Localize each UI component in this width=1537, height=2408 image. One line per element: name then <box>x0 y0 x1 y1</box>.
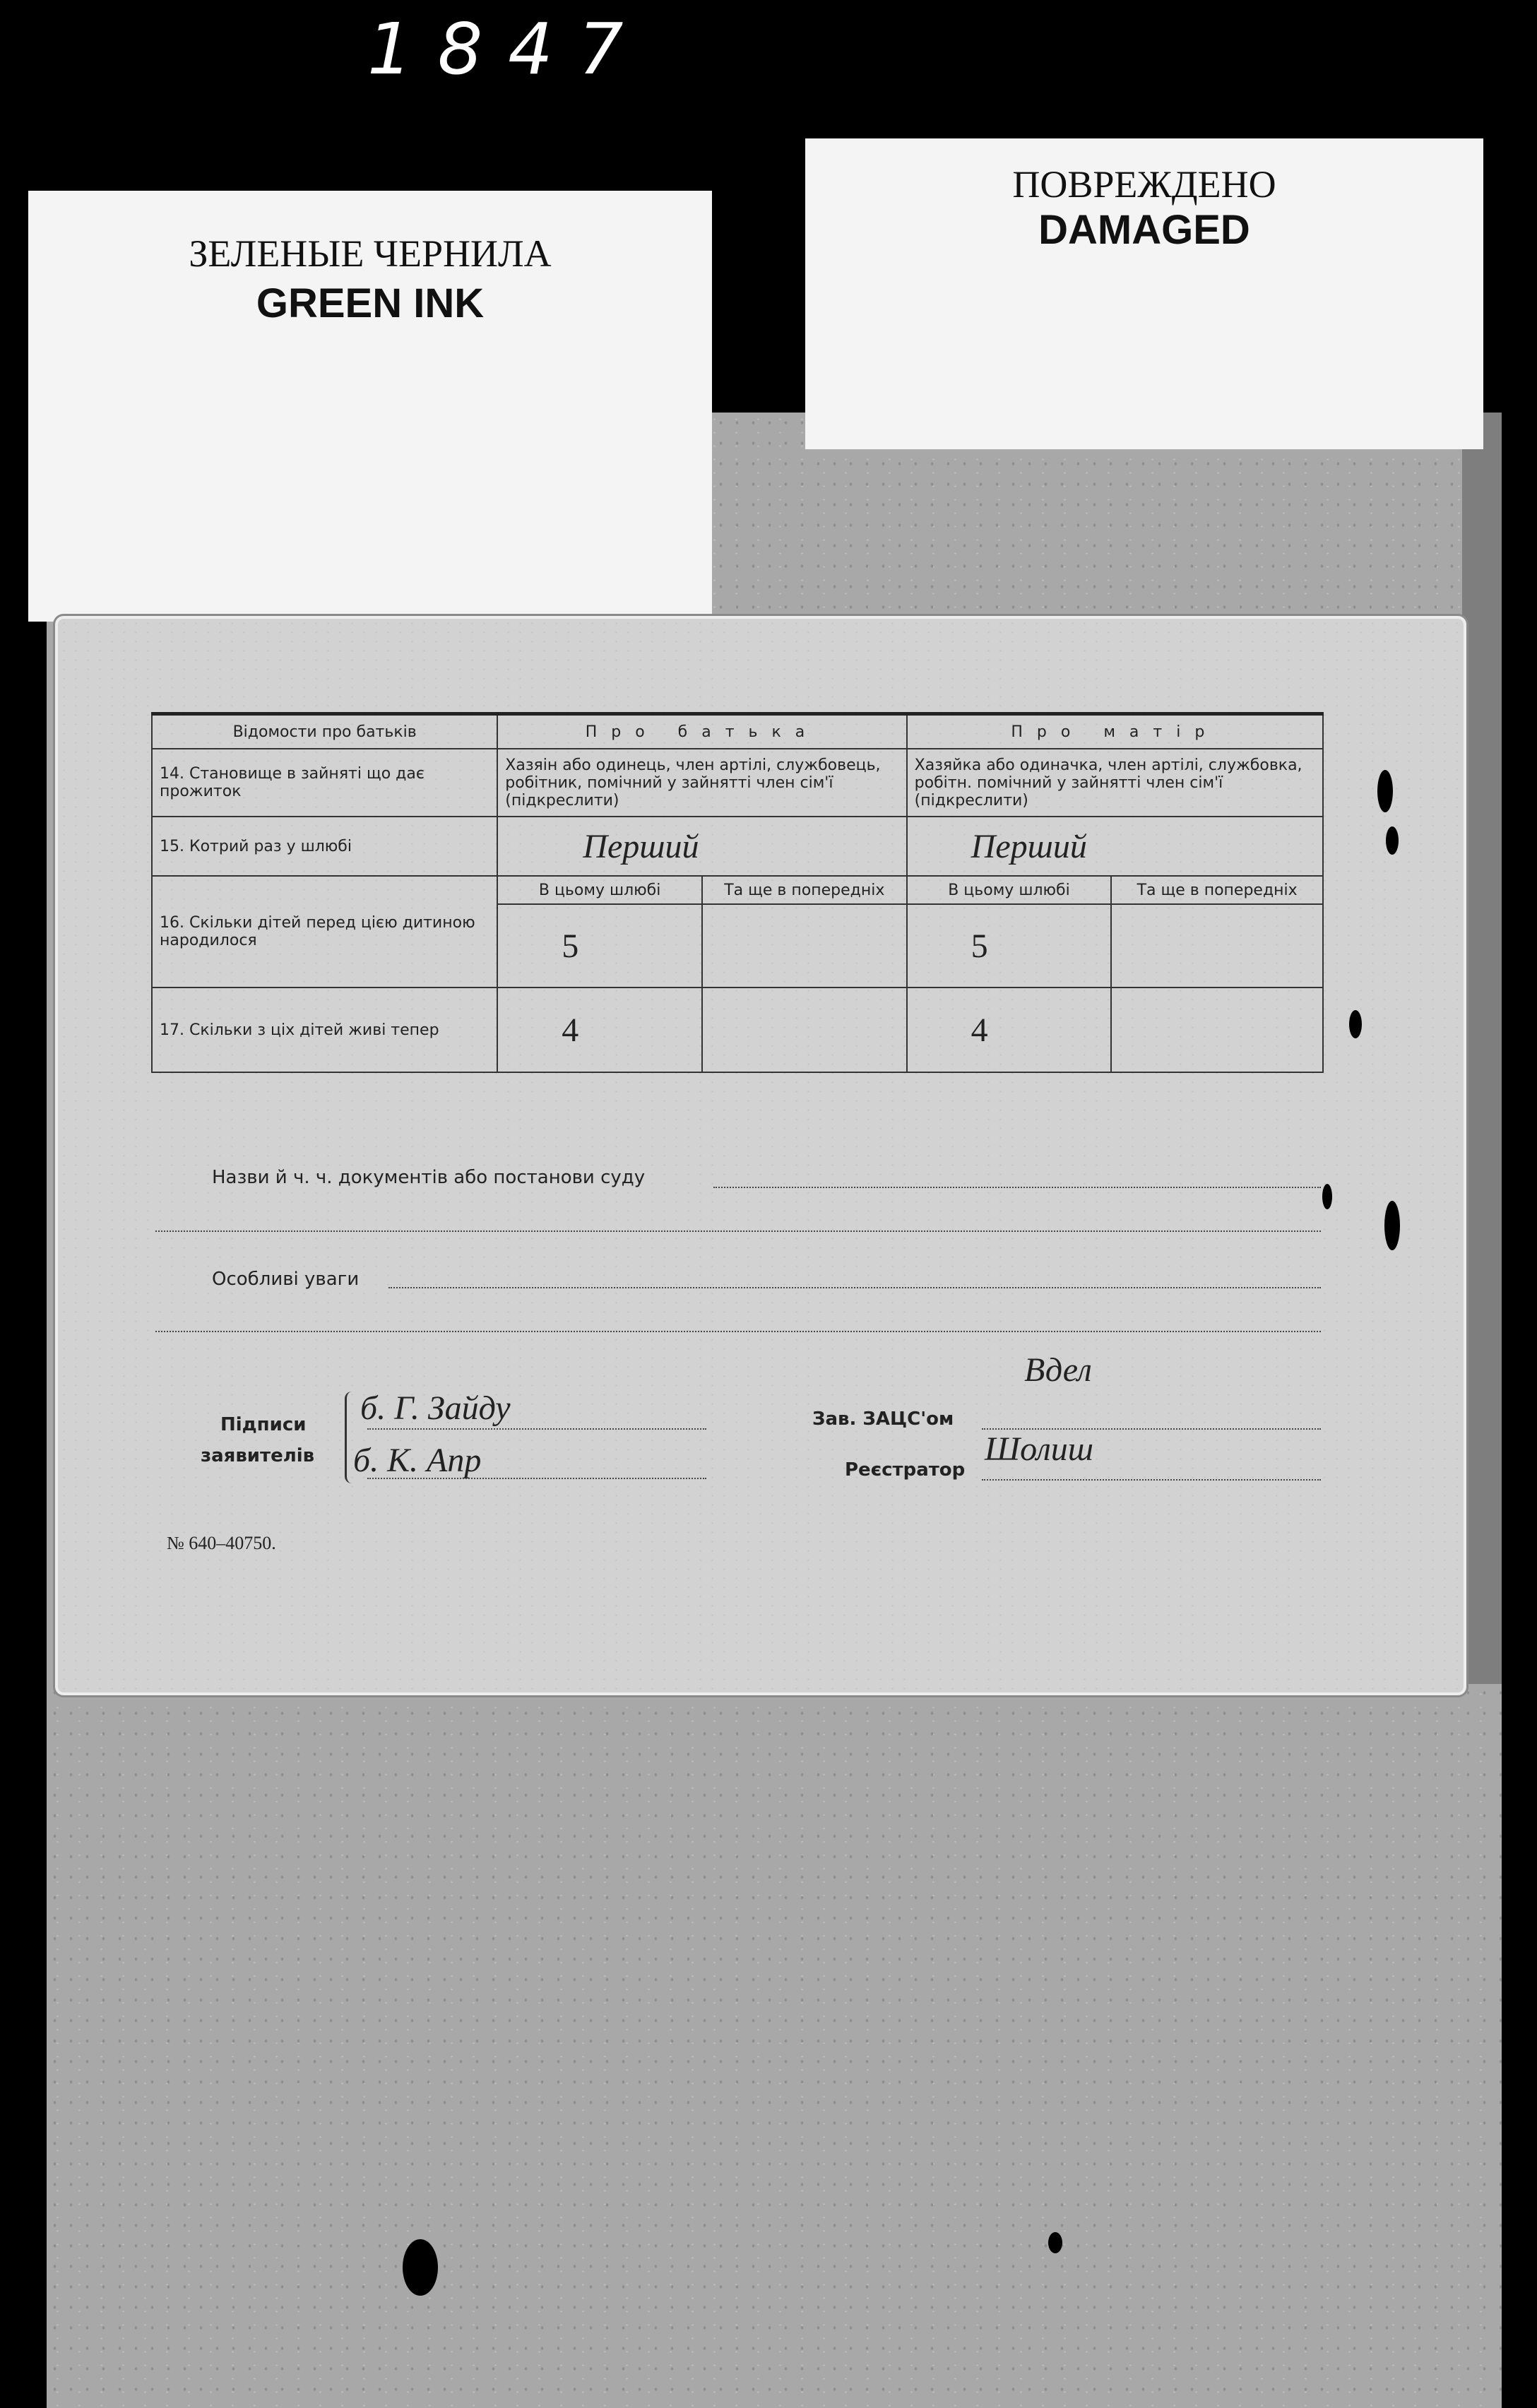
damage-hole <box>1386 826 1399 855</box>
row15-label: 15. Котрий раз у шлюбі <box>152 817 497 876</box>
row17-label: 17. Скільки з ціх дітей живі тепер <box>152 987 497 1072</box>
green-ink-ru: ЗЕЛЕНЫЕ ЧЕРНИЛА <box>189 232 552 275</box>
damage-hole <box>1384 1201 1400 1250</box>
frame-number: 1847 <box>367 8 649 90</box>
row14-label: 14. Становище в зайняті що дає прожиток <box>152 749 497 817</box>
header-info: Відомости про батьків <box>152 714 497 749</box>
registrar-signature: Шолиш <box>985 1430 1094 1468</box>
head-label: Зав. ЗАЦС'ом <box>812 1408 954 1430</box>
row16-label: 16. Скільки дітей перед цією дитиною народилося <box>152 876 497 987</box>
head-signature: Вдел <box>1024 1351 1092 1389</box>
sub-this-father: В цьому шлюбі <box>497 876 702 904</box>
row14-father: Хазяін або одинець, член артілі, службовець, робітник, помічний у зайнятті член сім'ї (підкреслити) <box>497 749 906 817</box>
signatures-label-1: Підписи <box>220 1414 307 1435</box>
row17-father-this: 4 <box>497 987 702 1072</box>
row16-mother-this: 5 <box>907 904 1112 987</box>
row17-mother-this: 4 <box>907 987 1112 1072</box>
remarks-label: Особливі уваги <box>212 1269 360 1290</box>
registrar-line <box>982 1479 1321 1481</box>
registrar-label: Реєстратор <box>845 1459 966 1481</box>
damage-hole <box>403 2239 438 2296</box>
row15-father-value: Перший <box>497 817 906 876</box>
row15-mother-value: Перший <box>907 817 1323 876</box>
applicant-signature-2: б. К. Апр <box>353 1442 482 1479</box>
row14-mother: Хазяйка або одиначка, член артілі, службовка, робітн. помічний у зайнятті член сім'ї (підкреслити) <box>907 749 1323 817</box>
green-ink-en: GREEN INK <box>256 280 485 326</box>
damage-hole <box>1349 1010 1362 1038</box>
applicant-signature-1: б. Г. Зайду <box>360 1389 511 1427</box>
row17-mother-prev <box>1111 987 1323 1072</box>
header-father: Про батька <box>497 714 906 749</box>
row16-mother-prev <box>1111 904 1323 987</box>
damage-hole <box>1322 1184 1332 1209</box>
cardboard-edge <box>1462 413 1502 1684</box>
remarks-line-2 <box>155 1331 1321 1332</box>
header-mother: Про матір <box>907 714 1323 749</box>
remarks-line-1 <box>388 1287 1321 1288</box>
damaged-card <box>805 138 1483 449</box>
damage-hole <box>1377 770 1393 812</box>
applicant-line-1 <box>367 1428 706 1430</box>
green-ink-card <box>28 191 712 622</box>
row17-father-prev <box>702 987 907 1072</box>
documents-label: Назви й ч. ч. документів або постанови суду <box>212 1167 646 1188</box>
parents-info-table <box>151 712 1324 1073</box>
damage-hole <box>1048 2232 1062 2253</box>
damaged-en: DAMAGED <box>1038 207 1250 253</box>
documents-line-2 <box>155 1230 1321 1232</box>
row16-father-this: 5 <box>497 904 702 987</box>
sub-prev-father: Та ще в попередніх <box>702 876 907 904</box>
print-number: № 640–40750. <box>167 1533 276 1553</box>
damaged-ru: ПОВРЕЖДЕНО <box>1012 163 1276 206</box>
applicant-line-2 <box>367 1478 706 1479</box>
sub-prev-mother: Та ще в попередніх <box>1111 876 1323 904</box>
signatures-label-2: заявителів <box>201 1445 315 1466</box>
row16-father-prev <box>702 904 907 987</box>
sub-this-mother: В цьому шлюбі <box>907 876 1112 904</box>
documents-line-1 <box>713 1187 1321 1188</box>
